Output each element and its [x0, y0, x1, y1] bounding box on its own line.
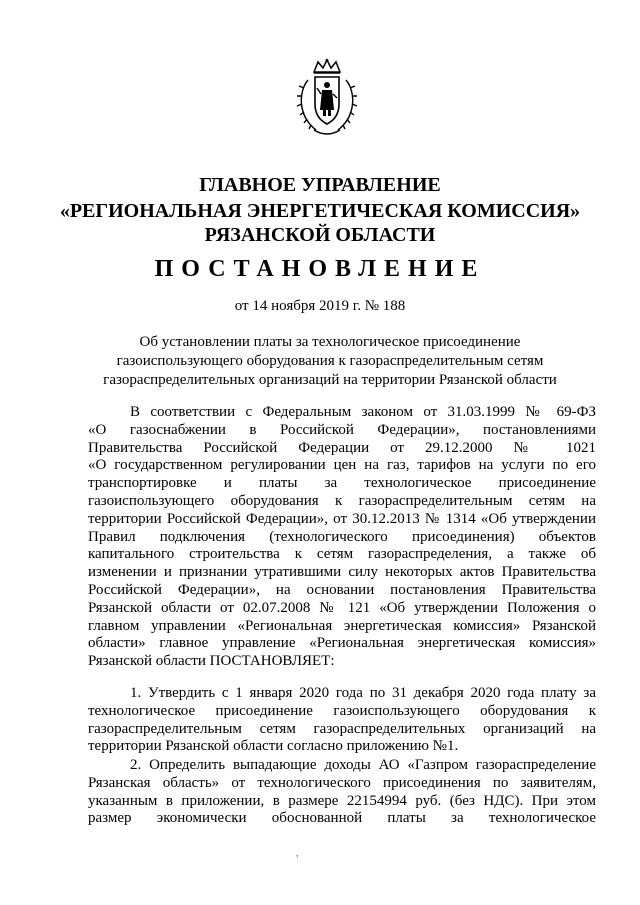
item-1-paragraph	[88, 685, 596, 756]
document-subject	[100, 333, 560, 390]
text-line: «О газоснабжении в Российской Федерации», постановлениями	[88, 421, 596, 438]
text-line: территории Российской Федерации», от 30.12.2013 № 1314 «Об утверждении	[88, 510, 596, 527]
ryazan-coat-of-arms-icon	[294, 58, 360, 138]
text-line: указанным в приложении, в размере 22154994 руб. (без НДС). При этом	[88, 792, 596, 809]
text-line: транспортировке и платы за технологическое присоединение	[88, 475, 596, 492]
subject-line: Об установлении платы за технологическое присоединение	[139, 334, 521, 350]
text-line: «О государственном регулировании цен на газ, тарифов на услуги по его	[88, 457, 596, 474]
text-line: газораспределительным сетям газораспределительных организаций на	[88, 720, 596, 737]
text-line: Правительства Российской Федерации от 29.12.2000 № 1021	[88, 439, 596, 456]
text-line: капитального строительства к сетям газораспределения, а также об	[88, 546, 596, 563]
text-line: газоиспользующего оборудования к газораспределительным сетям на	[88, 492, 596, 509]
subject-line: газоиспользующего оборудования к газораспределительным сетям	[116, 353, 544, 369]
agency-title-line-3: РЯЗАНСКОЙ ОБЛАСТИ	[204, 224, 436, 246]
agency-title-line-1: ГЛАВНОЕ УПРАВЛЕНИЕ	[199, 174, 441, 196]
preamble-paragraph	[88, 404, 596, 671]
text-line: 1. Утвердить с 1 января 2020 года по 31 декабря 2020 года плату за	[130, 685, 596, 701]
text-line: изменении и признании утратившими силу некоторых актов Правительства	[88, 564, 596, 581]
text-line: области» главное управление «Региональная энергетическая комиссия»	[88, 635, 596, 652]
document-date-number: от 14 ноября 2019 г. № 188	[234, 298, 406, 314]
text-line: Рязанской области ПОСТАНОВЛЯЕТ:	[88, 653, 335, 670]
text-line: 2. Определить выпадающие доходы АО «Газпром газораспределение	[130, 757, 596, 773]
text-line: размер экономически обоснованной платы за технологическое	[88, 810, 596, 827]
text-line: Российской Федерации», на основании постановления Правительства	[88, 581, 596, 598]
document-type-title: ПОСТАНОВЛЕНИЕ	[154, 256, 486, 282]
scan-speck-mark: ,	[296, 848, 299, 859]
text-line: технологическое присоединение газоиспользующего оборудования к	[88, 702, 596, 719]
text-line: Рязанская область» от технологического присоединения по заявителям,	[88, 774, 596, 791]
text-line: Правил подключения (технологического присоединения) объектов	[88, 528, 596, 545]
subject-line: газораспределительных организаций на территории Рязанской области	[103, 372, 557, 388]
text-line: главном управлении «Региональная энергетическая комиссия» Рязанской	[88, 617, 596, 634]
item-2-paragraph	[88, 757, 596, 828]
text-line: В соответствии с Федеральным законом от 31.03.1999 № 69-ФЗ	[130, 404, 596, 420]
text-line: Рязанской области от 02.07.2008 № 121 «Об утверждении Положения о	[88, 599, 596, 616]
agency-title-line-2: «РЕГИОНАЛЬНАЯ ЭНЕРГЕТИЧЕСКАЯ КОМИССИЯ»	[59, 200, 581, 222]
text-line: территории Рязанской области согласно приложению №1.	[88, 738, 459, 755]
